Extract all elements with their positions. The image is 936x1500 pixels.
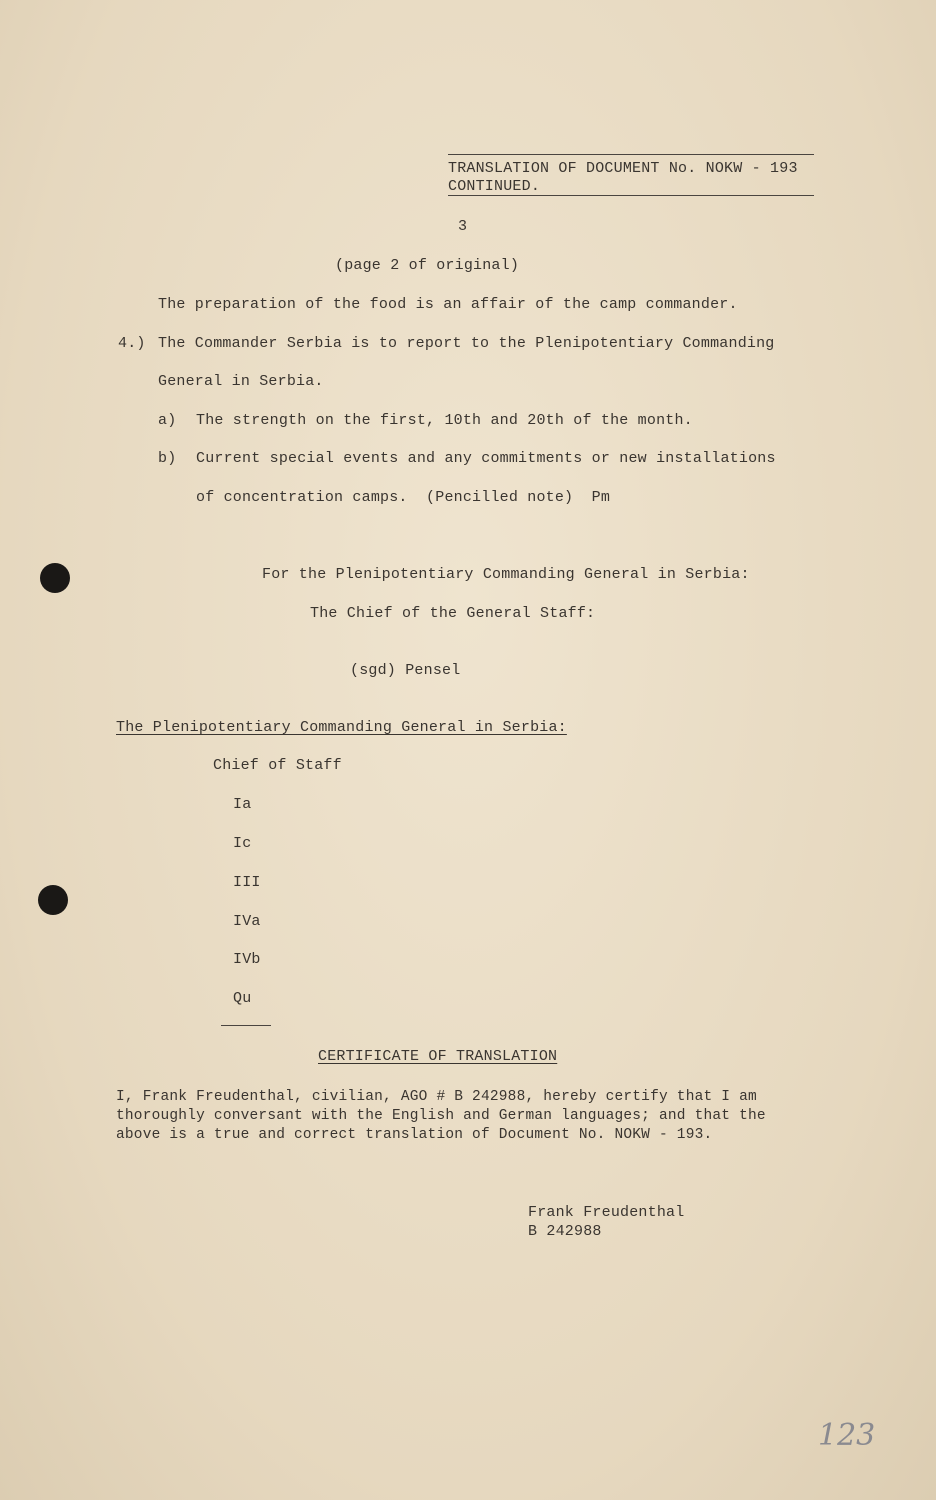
header-bottom-rule (448, 195, 814, 196)
certificate-signer-id: B 242988 (528, 1223, 602, 1240)
paragraph-food: The preparation of the food is an affair of the camp commander. (158, 296, 738, 313)
signature-signed-line: (sgd) Pensel (350, 662, 461, 679)
distribution-end-rule (221, 1025, 271, 1026)
certificate-line-1: I, Frank Freudenthal, civilian, AGO # B 242988, hereby certify that I am (116, 1089, 757, 1105)
distribution-item: Qu (233, 990, 252, 1007)
punch-hole-top (40, 563, 70, 593)
item-4-line-2: General in Serbia. (158, 373, 324, 390)
sub-item-b-line-2: of concentration camps. (Pencilled note) Pm (196, 489, 611, 506)
original-page-note: (page 2 of original) (335, 257, 520, 274)
item-4-line-1: The Commander Serbia is to report to the Plenipotentiary Commanding (158, 335, 775, 352)
distribution-chief-of-staff: Chief of Staff (213, 757, 342, 774)
sub-item-a-label: a) (158, 412, 177, 429)
certificate-line-3: above is a true and correct translation of Document No. NOKW - 193. (116, 1127, 713, 1143)
signature-for-line: For the Plenipotentiary Commanding General in Serbia: (262, 566, 750, 583)
pencil-page-number: 123 (818, 1418, 876, 1453)
punch-hole-bottom (38, 885, 68, 915)
sub-item-a-text: The strength on the first, 10th and 20th of the month. (196, 412, 693, 429)
certificate-line-2: thoroughly conversant with the English and German languages; and that the (116, 1108, 766, 1124)
certificate-title: CERTIFICATE OF TRANSLATION (318, 1048, 558, 1065)
distribution-item: IVb (233, 951, 261, 968)
distribution-heading: The Plenipotentiary Commanding General in Serbia: (116, 719, 567, 736)
distribution-item: Ic (233, 835, 252, 852)
page-number: 3 (458, 218, 468, 235)
header-top-rule (448, 154, 814, 155)
distribution-item: III (233, 874, 261, 891)
item-4-number: 4.) (118, 335, 146, 352)
sub-item-b-line-1: Current special events and any commitments or new installations (196, 450, 776, 467)
header-title: TRANSLATION OF DOCUMENT No. NOKW - 193 (448, 160, 798, 177)
distribution-item: Ia (233, 796, 252, 813)
signature-chief-line: The Chief of the General Staff: (310, 605, 596, 622)
header-continued: CONTINUED. (448, 178, 541, 195)
distribution-item: IVa (233, 913, 261, 930)
certificate-signer-name: Frank Freudenthal (528, 1204, 685, 1221)
sub-item-b-label: b) (158, 450, 177, 467)
